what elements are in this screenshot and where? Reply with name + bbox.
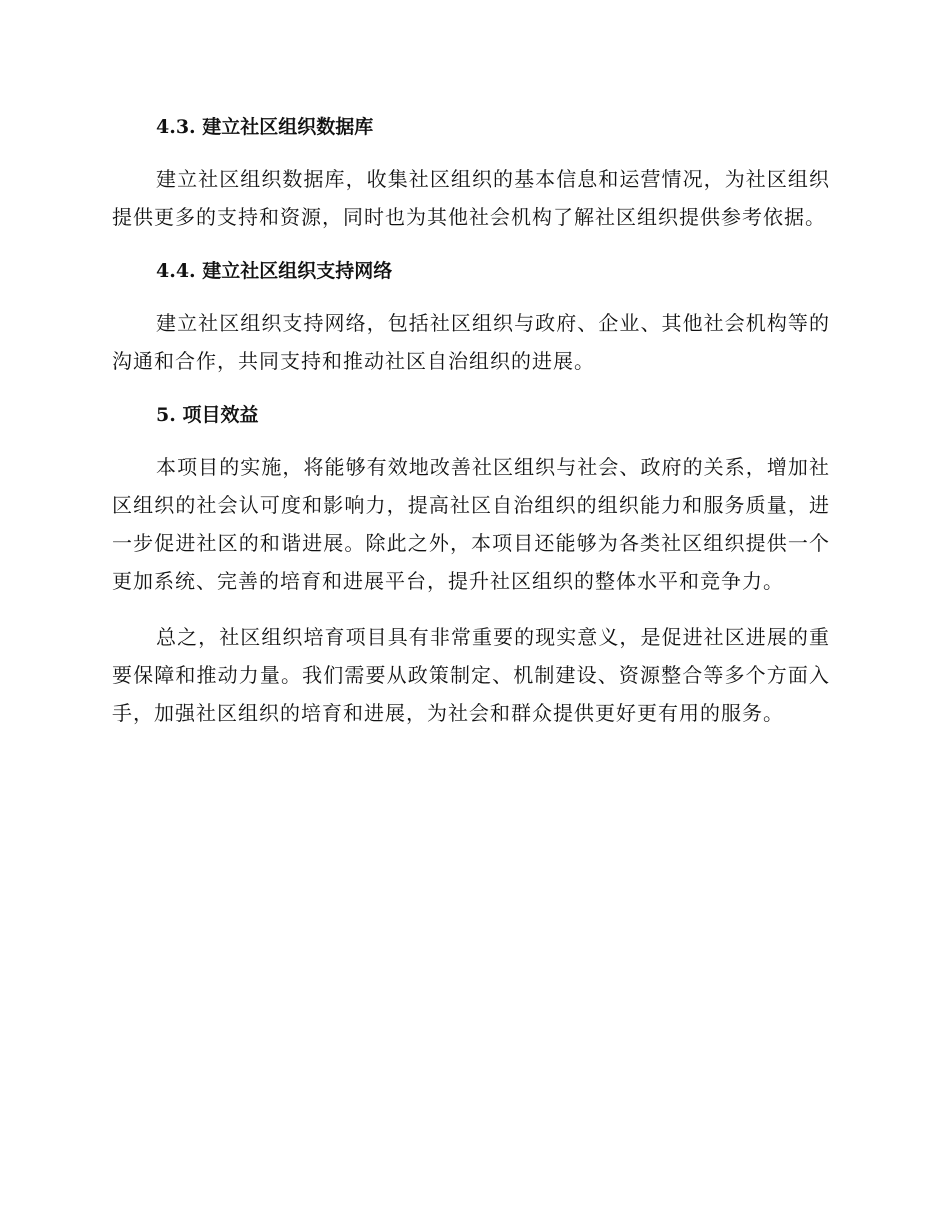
section-heading-4-3: 4.3. 建立社区组织数据库 xyxy=(156,116,374,138)
paragraph-conclusion: 总之，社区组织培育项目具有非常重要的现实意义，是促进社区进展的重要保障和推动力量。我们需要从政策制定、机制建设、资源整合等多个方面入手，加强社区组织的培育和进展，为社会和群众提供更好更有用的服务。 xyxy=(112,625,830,725)
section-heading-5: 5. 项目效益 xyxy=(156,404,259,426)
paragraph-project-benefits: 本项目的实施，将能够有效地改善社区组织与社会、政府的关系，增加社区组织的社会认可度和影响力，提高社区自治组织的组织能力和服务质量，进一步促进社区的和谐进展。除此之外，本项目还能够为各类社区组织提供一个更加系统、完善的培育和进展平台，提升社区组织的整体水平和竞争力。 xyxy=(112,455,830,593)
document-body xyxy=(112,110,830,732)
paragraph-database: 建立社区组织数据库，收集社区组织的基本信息和运营情况，为社区组织提供更多的支持和资源，同时也为其他社会机构了解社区组织提供参考依据。 xyxy=(112,167,830,229)
paragraph-support-network: 建立社区组织支持网络，包括社区组织与政府、企业、其他社会机构等的沟通和合作，共同支持和推动社区自治组织的进展。 xyxy=(112,311,830,373)
section-heading-4-4: 4.4. 建立社区组织支持网络 xyxy=(156,260,393,282)
